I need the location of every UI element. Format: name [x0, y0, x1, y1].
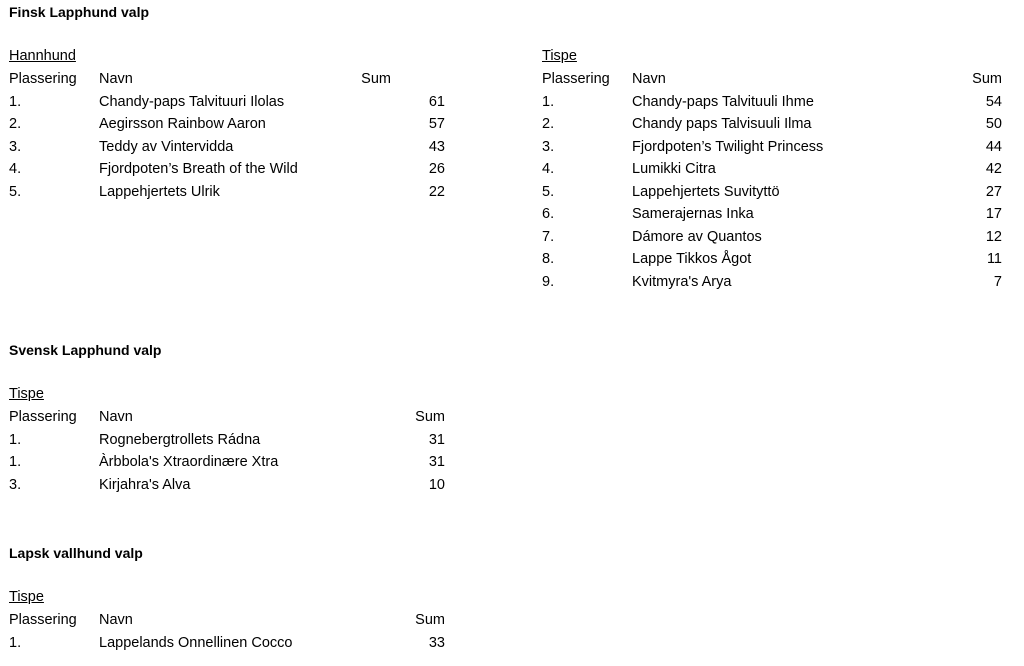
row-place: 1.	[9, 634, 22, 651]
row-sum: 57	[428, 116, 445, 132]
table-header	[9, 609, 445, 632]
row-name: Lappehjertets Ulrik	[99, 183, 220, 200]
row-name: Chandy-paps Talvituuli Ihme	[632, 93, 814, 110]
row-place: 1.	[9, 431, 22, 448]
row-name: Fjordpoten’s Breath of the Wild	[99, 161, 298, 177]
col-sum: Sum	[415, 612, 445, 628]
row-name: Kirjahra's Alva	[99, 476, 191, 493]
row-place: 9.	[542, 273, 555, 290]
row-name: Kvitmyra's Arya	[632, 273, 732, 290]
table-row	[542, 91, 1002, 114]
row-sum: 11	[986, 251, 1002, 267]
table-finsk-tispe	[542, 68, 1002, 293]
table-row	[542, 113, 1002, 136]
col-navn: Navn	[99, 612, 133, 628]
table-row	[9, 429, 445, 452]
row-place: 2.	[9, 116, 22, 132]
table-row	[9, 158, 445, 181]
table-row	[9, 113, 445, 136]
col-plassering: Plassering	[542, 71, 610, 87]
section-title-svensk: Svensk Lapphund valp	[9, 342, 162, 358]
row-place: 8.	[542, 251, 555, 267]
section-title-lapsk: Lapsk vallhund valp	[9, 545, 143, 561]
row-sum: 22	[428, 183, 445, 200]
table-row	[542, 136, 1002, 159]
row-place: 3.	[542, 138, 555, 155]
table-svensk-tispe	[9, 406, 445, 496]
row-name: Lumikki Citra	[632, 161, 716, 177]
col-plassering: Plassering	[9, 409, 77, 425]
row-sum: 61	[428, 93, 445, 110]
row-sum: 33	[428, 634, 445, 651]
row-name: Fjordpoten’s Twilight Princess	[632, 138, 824, 155]
subheading-tispe-lapsk: Tispe	[9, 589, 44, 605]
row-place: 5.	[542, 183, 555, 200]
row-name: Aegirsson Rainbow Aaron	[99, 116, 266, 132]
table-row	[9, 136, 445, 159]
row-sum: 10	[428, 476, 445, 493]
table-row	[9, 474, 445, 497]
row-name: Lappelands Onnellinen Cocco	[99, 634, 293, 651]
col-sum: Sum	[415, 409, 445, 425]
table-header	[542, 68, 1002, 91]
table-row	[9, 91, 445, 114]
row-sum: 50	[985, 116, 1002, 132]
table-row	[542, 158, 1002, 181]
row-sum: 54	[985, 93, 1002, 110]
table-row	[9, 451, 445, 474]
subheading-tispe-finsk: Tispe	[542, 48, 577, 64]
table-row	[542, 271, 1002, 294]
row-sum: 44	[985, 138, 1002, 155]
row-name: Samerajernas Inka	[632, 206, 754, 222]
table-row	[542, 226, 1002, 249]
section-title-finsk: Finsk Lapphund valp	[9, 4, 150, 20]
subheading-hannhund: Hannhund	[9, 48, 76, 64]
table-row	[542, 248, 1002, 271]
row-sum: 42	[985, 161, 1002, 177]
row-place: 2.	[542, 116, 555, 132]
row-place: 5.	[9, 183, 22, 200]
row-sum: 17	[985, 206, 1002, 222]
row-place: 7.	[542, 228, 555, 245]
row-name: Teddy av Vintervidda	[99, 138, 234, 155]
col-sum: Sum	[361, 71, 391, 87]
row-name: Lappehjertets Suvityttö	[632, 183, 780, 200]
row-place: 4.	[542, 161, 555, 177]
col-sum: Sum	[972, 71, 1002, 87]
subheading-tispe-svensk: Tispe	[9, 386, 44, 402]
row-sum: 12	[985, 228, 1002, 245]
table-header	[9, 68, 445, 91]
row-place: 3.	[9, 476, 22, 493]
table-finsk-hannhund	[9, 68, 445, 203]
row-sum: 26	[428, 161, 445, 177]
row-place: 1.	[9, 454, 22, 470]
col-plassering: Plassering	[9, 71, 77, 87]
row-place: 6.	[542, 206, 555, 222]
table-header	[9, 406, 445, 429]
row-sum: 7	[993, 273, 1002, 290]
row-place: 4.	[9, 161, 22, 177]
row-place: 1.	[9, 93, 22, 110]
row-name: Àrbbola's Xtraordinære Xtra	[99, 454, 279, 470]
row-sum: 31	[428, 454, 445, 470]
col-plassering: Plassering	[9, 612, 77, 628]
table-row	[542, 181, 1002, 204]
col-navn: Navn	[99, 71, 133, 87]
row-name: Chandy paps Talvisuuli Ilma	[632, 116, 812, 132]
col-navn: Navn	[99, 409, 133, 425]
col-navn: Navn	[632, 71, 666, 87]
row-sum: 27	[985, 183, 1002, 200]
row-name: Rognebergtrollets Rádna	[99, 431, 261, 448]
row-sum: 31	[428, 431, 445, 448]
table-row	[542, 203, 1002, 226]
table-lapsk-tispe	[9, 609, 445, 654]
row-place: 3.	[9, 138, 22, 155]
row-place: 1.	[542, 93, 555, 110]
row-name: Chandy-paps Talvituuri Ilolas	[99, 93, 285, 110]
row-sum: 43	[428, 138, 445, 155]
row-name: Lappe Tikkos Ågot	[632, 251, 752, 267]
table-row	[9, 632, 445, 655]
row-name: Dámore av Quantos	[632, 228, 762, 245]
table-row	[9, 181, 445, 204]
